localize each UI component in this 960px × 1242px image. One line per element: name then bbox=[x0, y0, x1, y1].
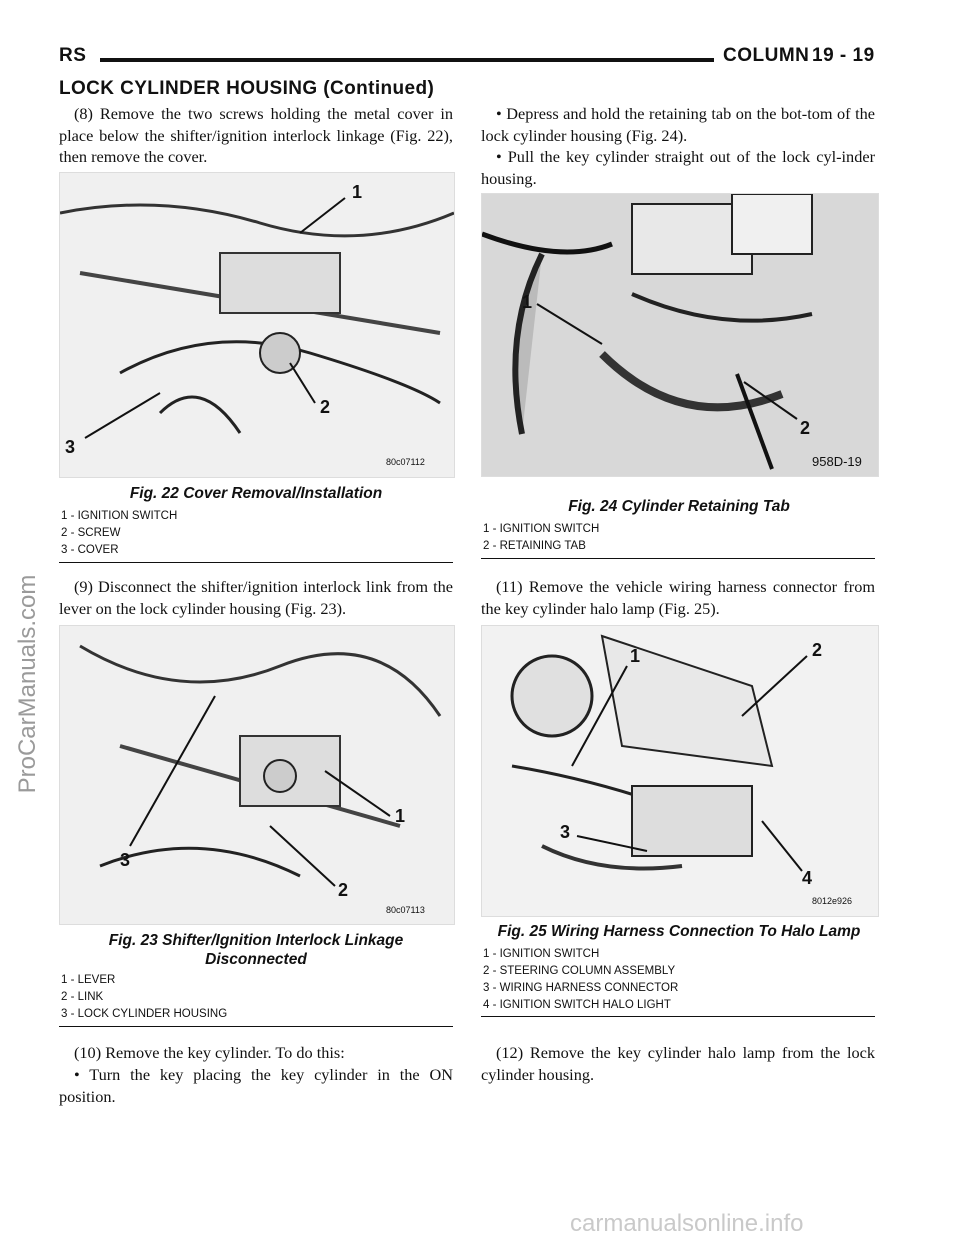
fig23-legend-item: 3 - LOCK CYLINDER HOUSING bbox=[61, 1008, 228, 1020]
fig25-legend-item: 2 - STEERING COLUMN ASSEMBLY bbox=[483, 965, 676, 977]
step-10-bullet-3 bbox=[481, 146, 875, 189]
fig24-caption: Fig. 24 Cylinder Retaining Tab bbox=[568, 498, 790, 515]
fig25-callout-2: 2 bbox=[812, 640, 823, 660]
section-title: LOCK CYLINDER HOUSING (Continued) bbox=[59, 78, 435, 99]
fig25-callout-1: 1 bbox=[630, 646, 641, 666]
fig23-caption-line1: Fig. 23 Shifter/Ignition Interlock Linkage bbox=[108, 932, 404, 949]
header-section: COLUMN bbox=[723, 45, 810, 66]
bullet-symbol: • bbox=[496, 104, 502, 123]
fig25-legend bbox=[483, 946, 678, 1014]
side-watermark: ProCarManuals.com bbox=[14, 574, 41, 794]
fig22-legend-item: 3 - COVER bbox=[61, 544, 119, 556]
fig23-callout-3: 3 bbox=[120, 850, 131, 870]
step-8: (8) Remove the two screws holding the metal cover in place below the shifter/ignition interlock linkage (Fig. 22), then remove the cover. bbox=[59, 104, 453, 166]
step-10-bullet-1-text: Turn the key placing the key cylinder in the ON position. bbox=[59, 1065, 453, 1106]
fig22-callout-3: 3 bbox=[65, 437, 76, 457]
fig22-code: 80c07112 bbox=[386, 457, 425, 467]
step-10-bullet-2 bbox=[481, 103, 875, 146]
fig25-legend-item: 1 - IGNITION SWITCH bbox=[483, 948, 600, 960]
fig25-legend-item: 4 - IGNITION SWITCH HALO LIGHT bbox=[483, 999, 671, 1011]
fig22-legend bbox=[61, 508, 177, 559]
fig25-caption: Fig. 25 Wiring Harness Connection To Halo Lamp bbox=[497, 923, 861, 940]
fig24-illustration bbox=[482, 194, 878, 476]
footer-watermark: carmanualsonline.info bbox=[570, 1210, 804, 1237]
fig23-callout-1: 1 bbox=[395, 806, 406, 826]
fig22-legend-item: 1 - IGNITION SWITCH bbox=[61, 510, 178, 522]
figure-24-image bbox=[481, 193, 879, 477]
fig24-legend-item: 1 - IGNITION SWITCH bbox=[483, 523, 600, 535]
fig23-rule bbox=[59, 1026, 453, 1027]
fig22-callout-2: 2 bbox=[320, 397, 331, 417]
fig23-caption-line2: Disconnected bbox=[205, 951, 307, 968]
fig22-rule bbox=[59, 562, 453, 563]
fig22-caption: Fig. 22 Cover Removal/Installation bbox=[129, 485, 383, 502]
fig23-callout-2: 2 bbox=[338, 880, 349, 900]
step-11: (11) Remove the vehicle wiring harness connector from the key cylinder halo lamp (Fig. 25). bbox=[481, 577, 875, 618]
fig24-legend bbox=[483, 521, 599, 555]
fig25-code: 8012e926 bbox=[812, 896, 853, 906]
fig22-illustration bbox=[60, 173, 454, 477]
fig22-callout-1: 1 bbox=[352, 182, 363, 202]
fig23-code: 80c07113 bbox=[386, 905, 425, 915]
fig23-legend-item: 1 - LEVER bbox=[61, 974, 116, 986]
step-10-bullet-2-text: Depress and hold the retaining tab on the bot-tom of the lock cylinder housing (Fig. 24). bbox=[481, 104, 875, 145]
figure-23-image bbox=[59, 625, 455, 925]
bullet-symbol: • bbox=[74, 1065, 80, 1084]
step-12: (12) Remove the key cylinder halo lamp from the lock cylinder housing. bbox=[481, 1043, 875, 1084]
fig25-rule bbox=[481, 1016, 875, 1017]
step-10-bullet-3-text: Pull the key cylinder straight out of the lock cyl-inder housing. bbox=[481, 147, 875, 188]
fig23-illustration bbox=[60, 626, 454, 924]
fig24-callout-2: 2 bbox=[800, 418, 811, 438]
header-page-number: 19 - 19 bbox=[812, 45, 875, 66]
figure-25-image bbox=[481, 625, 879, 917]
fig25-callout-4: 4 bbox=[802, 868, 813, 888]
step-9: (9) Disconnect the shifter/ignition interlock link from the lever on the lock cylinder housing (Fig. 23). bbox=[59, 577, 453, 618]
fig24-rule bbox=[481, 558, 875, 559]
bullet-symbol: • bbox=[496, 147, 502, 166]
fig24-code: 958D-19 bbox=[812, 454, 862, 469]
figure-22-image bbox=[59, 172, 455, 478]
fig22-legend-item: 2 - SCREW bbox=[61, 527, 121, 539]
fig23-legend-item: 2 - LINK bbox=[61, 991, 104, 1003]
step-10: (10) Remove the key cylinder. To do this: bbox=[74, 1043, 345, 1062]
fig25-illustration bbox=[482, 626, 878, 916]
fig24-callout-1: 1 bbox=[522, 292, 533, 312]
header-rule bbox=[100, 58, 714, 62]
fig25-callout-3: 3 bbox=[560, 822, 571, 842]
step-10-bullet-1 bbox=[59, 1064, 453, 1107]
fig24-legend-item: 2 - RETAINING TAB bbox=[483, 540, 586, 552]
header-left: RS bbox=[59, 45, 87, 66]
fig23-legend bbox=[61, 972, 227, 1023]
fig25-legend-item: 3 - WIRING HARNESS CONNECTOR bbox=[483, 982, 679, 994]
